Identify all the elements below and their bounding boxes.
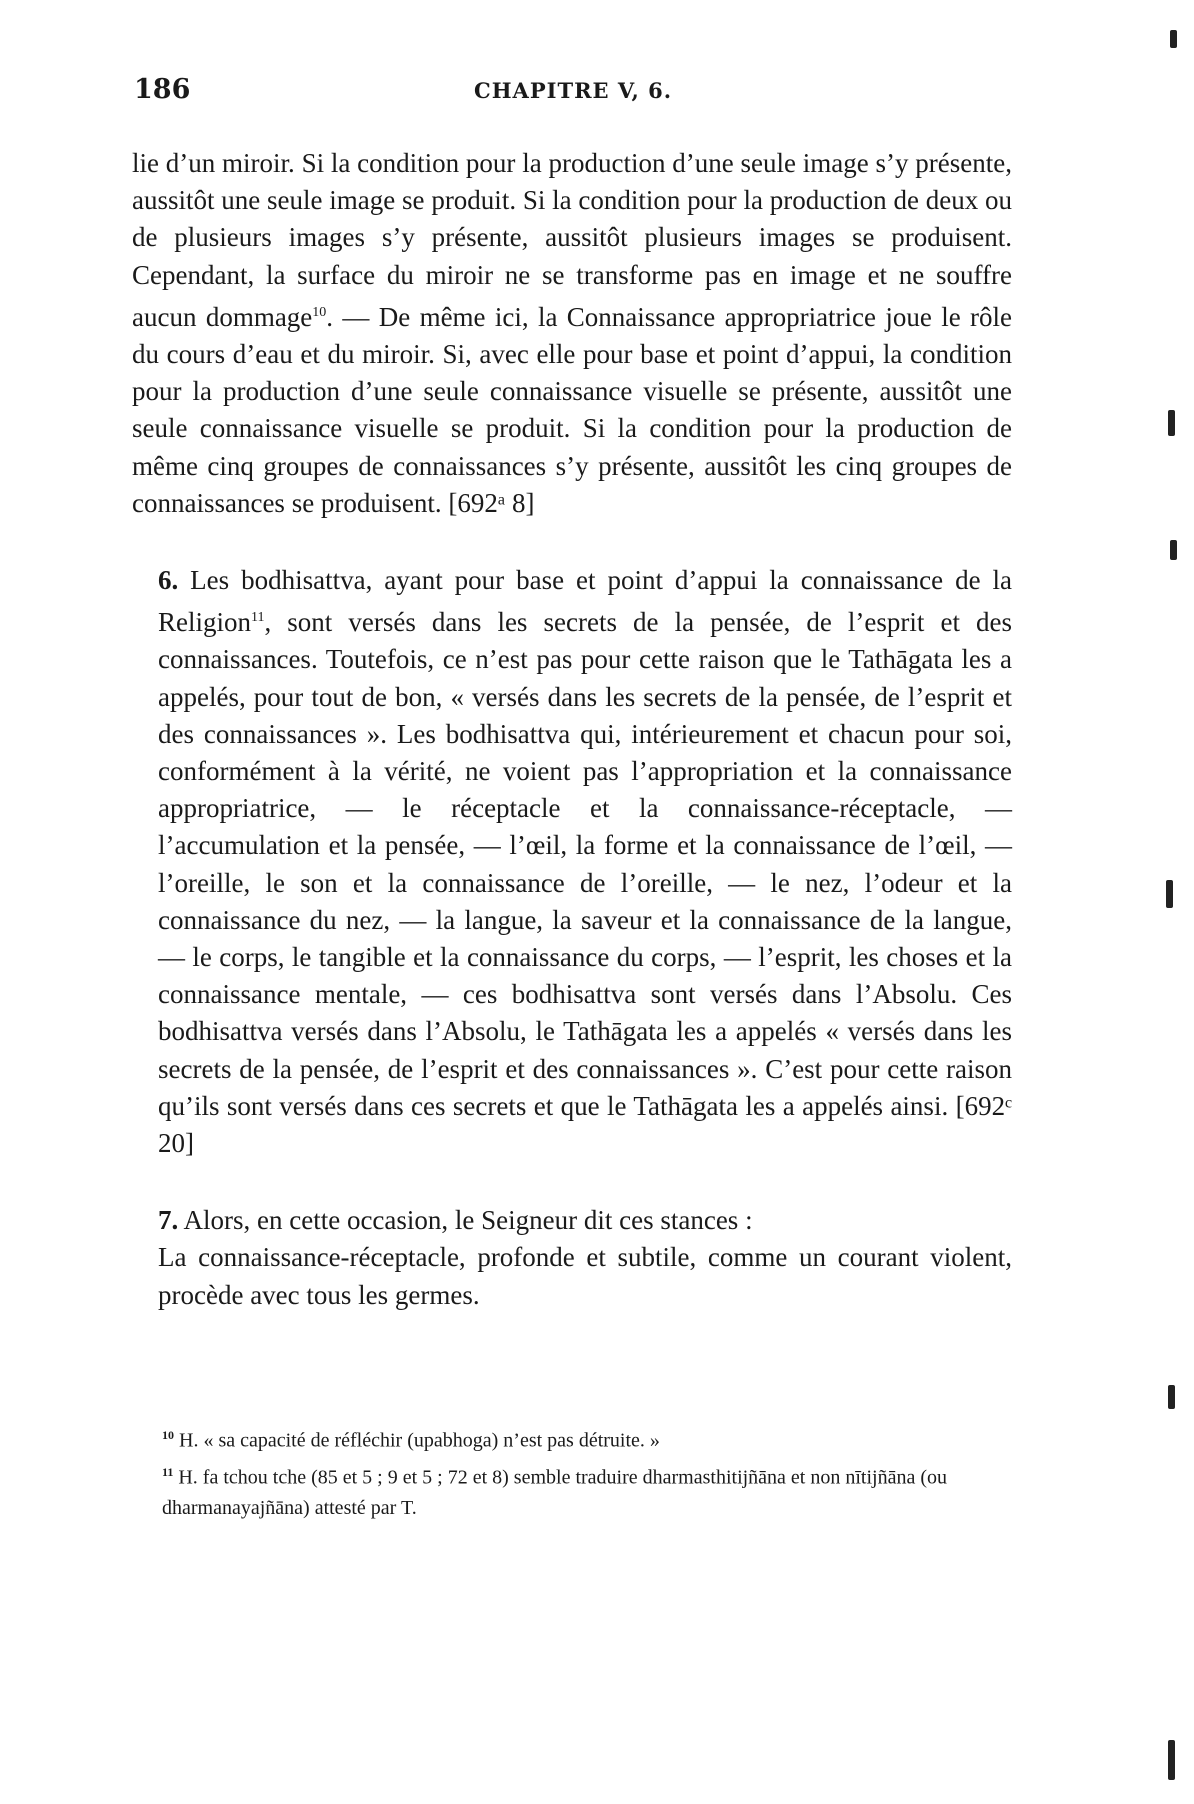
footnote-11-mark: 11 [162, 1464, 174, 1479]
scan-edge-mark [1168, 410, 1175, 436]
section-number-7: 7. [158, 1205, 179, 1236]
scan-edge-mark [1166, 880, 1173, 908]
paragraph-1-continuation: . — De même ici, la Connaissance appropriatrice joue le rôle du cours d’eau et du miroir. Si, avec elle pour base et point d’appui, la condition pour la production d’une seule connaissance visuelle se présente, aussitôt une seule connaissance visuelle se produit. Si la condition pour la production de même cinq groupes de connaissances s’y présente, aussitôt les cinq groupes de connaissances se produisent. [692ᵃ 8] [132, 301, 1012, 518]
paragraph-1-text: lie d’un miroir. Si la condition pour la production d’une seule image s’y présente, aussitôt une seule image se produit. Si la condition pour la production de deux ou de plusieurs images s’y présente, aussitôt plusieurs images se produisent. Cependant, la surface du miroir ne se transforme pas en image et ne souffre aucun dommage [132, 148, 1012, 332]
footnotes [132, 1420, 1012, 1524]
body-text [132, 145, 1012, 1314]
paragraph-2-text-b: , sont versés dans les secrets de la pensée, de l’esprit et des connaissances. Toutefois, ce n’est pas pour cette raison que le Tathāgata les a appelés, pour tout de bon, « versés dans les secrets de la pensée, de l’esprit et des connaissances ». Les bodhisattva qui, intérieurement et chacun pour soi, conformément à la vérité, ne voient pas l’appropriation et la connaissance appropriatrice, — le réceptacle et la connaissance-réceptacle, — l’accumulation et la pensée, — l’œil, la forme et la connaissance de l’œil, — l’oreille, le son et la connaissance de l’oreille, — le nez, l’odeur et la connaissance du nez, — la langue, la saveur et la connaissance de la langue, — le corps, le tangible et la connaissance du corps, — l’esprit, les choses et la connaissance mentale, — ces bodhisattva sont versés dans l’Absolu. Ces bodhisattva versés dans l’Absolu, le Tathāgata les a appelés « versés dans les secrets de la pensée, de l’esprit et des connaissances ». C’est pour cette raison qu’ils sont versés dans ces secrets et que le Tathāgata les a appelés ainsi. [692ᶜ 20] [158, 607, 1012, 1159]
page-header [132, 74, 992, 114]
stanza-line [132, 1239, 1012, 1313]
footnote-10-mark: 10 [162, 1428, 174, 1442]
page-number: 186 [134, 74, 191, 105]
running-head: CHAPITRE V, 6. [474, 78, 673, 103]
footnote-11 [132, 1457, 1012, 1525]
paragraph-2-text-a: Les bodhisattva, ayant pour base et point d’appui la connaissance de la Religion [158, 565, 1012, 638]
scan-edge-mark [1168, 1385, 1175, 1409]
stanza-text: La connaissance-réceptacle, profonde et subtile, comme un courant violent, procède avec tous les germes. [158, 1242, 1012, 1310]
footnote-11-text: H. fa tchou tche (85 et 5 ; 9 et 5 ; 72 et 8) semble traduire dharmasthitijñāna et non nītijñāna (ou dharmanayajñāna) attesté par T. [162, 1466, 948, 1520]
scan-edge-mark [1168, 1740, 1175, 1780]
scan-edge-mark [1170, 30, 1177, 48]
paragraph-section-7 [132, 1202, 1012, 1239]
scan-edge-mark [1170, 540, 1177, 560]
section-number-6: 6. [158, 565, 179, 596]
footnote-10 [132, 1420, 1012, 1457]
paragraph-3-text-a: Alors, en cette occasion, le Seigneur dit ces stances : [178, 1205, 753, 1236]
paragraph-section-6 [132, 562, 1012, 1162]
footnote-10-text: H. « sa capacité de réfléchir (upabhoga) n’est pas détruite. » [174, 1429, 660, 1452]
footnote-ref-11[interactable]: 11 [251, 610, 265, 626]
paragraph-1 [132, 145, 1012, 522]
footnote-ref-10[interactable]: 10 [312, 304, 327, 320]
